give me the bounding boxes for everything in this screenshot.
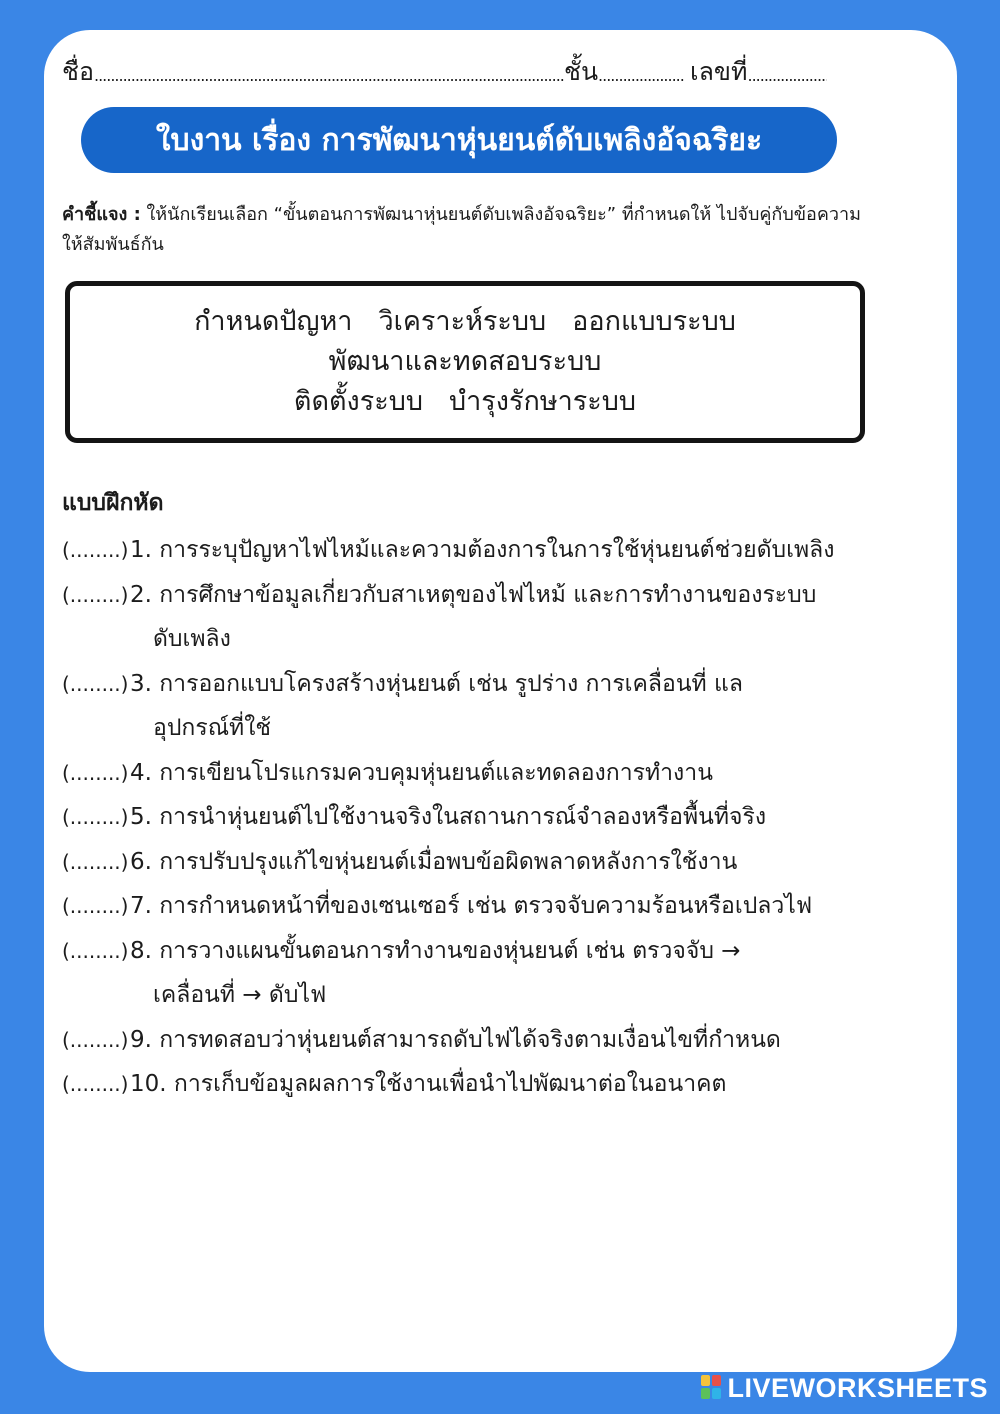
class-blank[interactable] [598,64,684,88]
answer-blank[interactable]: (........) [62,760,129,785]
name-blank[interactable] [94,64,564,88]
exercise-item-8-cont [62,973,892,1018]
item-text-continued: เคลื่อนที่ → ดับไฟ [153,982,327,1008]
exercise-item-5 [62,795,892,840]
item-text: 10. การเก็บข้อมูลผลการใช้งานเพื่อนำไปพัฒนาต่อในอนาคต [130,1071,727,1097]
answer-blank[interactable]: (........) [62,1072,129,1096]
exercise-item-3 [62,662,892,707]
item-text: 1. การระบุปัญหาไฟไหม้และความต้องการในการใช้หุ่นยนต์ช่วยดับเพลิง [130,537,835,563]
answer-blank[interactable]: (........) [62,805,129,829]
student-info-line [62,56,846,88]
answer-blank[interactable]: (........) [62,538,129,562]
exercise-item-8 [62,929,892,974]
item-text-continued: ดับเพลิง [153,626,231,652]
exercise-item-7 [62,884,892,929]
choice-develop-test[interactable]: พัฒนาและทดสอบระบบ [328,346,602,377]
item-text-continued: อุปกรณ์ที่ใช้ [153,715,272,741]
answer-blank[interactable]: (........) [62,938,129,963]
choice-row [294,382,636,422]
class-label: ชั้น [563,57,599,86]
choice-row [329,342,602,382]
item-text: 7. การกำหนดหน้าที่ของเซนเซอร์ เช่น ตรวจจับความร้อนหรือเปลวไฟ [130,893,813,919]
exercise-list [62,528,892,1107]
number-blank[interactable] [747,64,827,88]
liveworksheets-logo-icon [701,1375,723,1401]
page-title: ใบงาน เรื่อง การพัฒนาหุ่นยนต์ดับเพลิงอัจฉริยะ [155,122,763,158]
brand-wordmark: LIVEWORKSHEETS [727,1372,988,1403]
title-banner [81,107,837,173]
answer-blank[interactable]: (........) [62,671,129,696]
item-text: 2. การศึกษาข้อมูลเกี่ยวกับสาเหตุของไฟไหม้ และการทำงานของระบบ [130,581,817,608]
exercise-heading: แบบฝึกหัด [62,490,164,516]
exercise-item-2-cont [62,617,892,662]
number-label: เลขที่ [690,57,748,86]
exercise-item-2 [62,573,892,618]
exercise-item-1 [62,528,892,573]
choice-analyze-system[interactable]: วิเคราะห์ระบบ [378,306,547,337]
item-text: 9. การทดสอบว่าหุ่นยนต์สามารถดับไฟได้จริงตามเงื่อนไขที่กำหนด [130,1026,781,1053]
exercise-item-6 [62,840,892,885]
answer-blank[interactable]: (........) [62,894,129,918]
answer-blank[interactable]: (........) [62,1027,129,1052]
instructions-label: คำชี้แจง : [62,204,141,225]
exercise-item-3-cont [62,706,892,751]
choice-design-system[interactable]: ออกแบบระบบ [572,306,736,337]
exercise-item-9 [62,1018,892,1063]
answer-blank[interactable]: (........) [62,582,129,607]
choice-maintain-system[interactable]: บำรุงรักษาระบบ [449,386,637,417]
exercise-item-10 [62,1062,892,1107]
item-text: 4. การเขียนโปรแกรมควบคุมหุ่นยนต์และทดลองการทำงาน [130,759,713,786]
choice-box [65,281,865,443]
choice-define-problem[interactable]: กำหนดปัญหา [194,306,353,337]
instructions-text: ให้นักเรียนเลือก “ขั้นตอนการพัฒนาหุ่นยนต์ดับเพลิงอัจฉริยะ” ที่กำหนดให้ ไปจับคู่กับข้อความให้สัมพันธ์กัน [62,204,861,255]
item-text: 3. การออกแบบโครงสร้างหุ่นยนต์ เช่น รูปร่าง การเคลื่อนที่ แล [130,670,743,697]
name-label: ชื่อ [62,57,94,86]
instructions [62,200,862,260]
choice-row [194,302,736,342]
item-text: 6. การปรับปรุงแก้ไขหุ่นยนต์เมื่อพบข้อผิดพลาดหลังการใช้งาน [130,848,738,875]
item-text: 5. การนำหุ่นยนต์ไปใช้งานจริงในสถานการณ์จำลองหรือพื้นที่จริง [130,804,767,830]
answer-blank[interactable]: (........) [62,849,129,874]
choice-install-system[interactable]: ติดตั้งระบบ [293,386,423,417]
exercise-item-4 [62,751,892,796]
item-text: 8. การวางแผนขั้นตอนการทำงานของหุ่นยนต์ เช่น ตรวจจับ → [130,937,741,964]
liveworksheets-brand [701,1368,988,1408]
